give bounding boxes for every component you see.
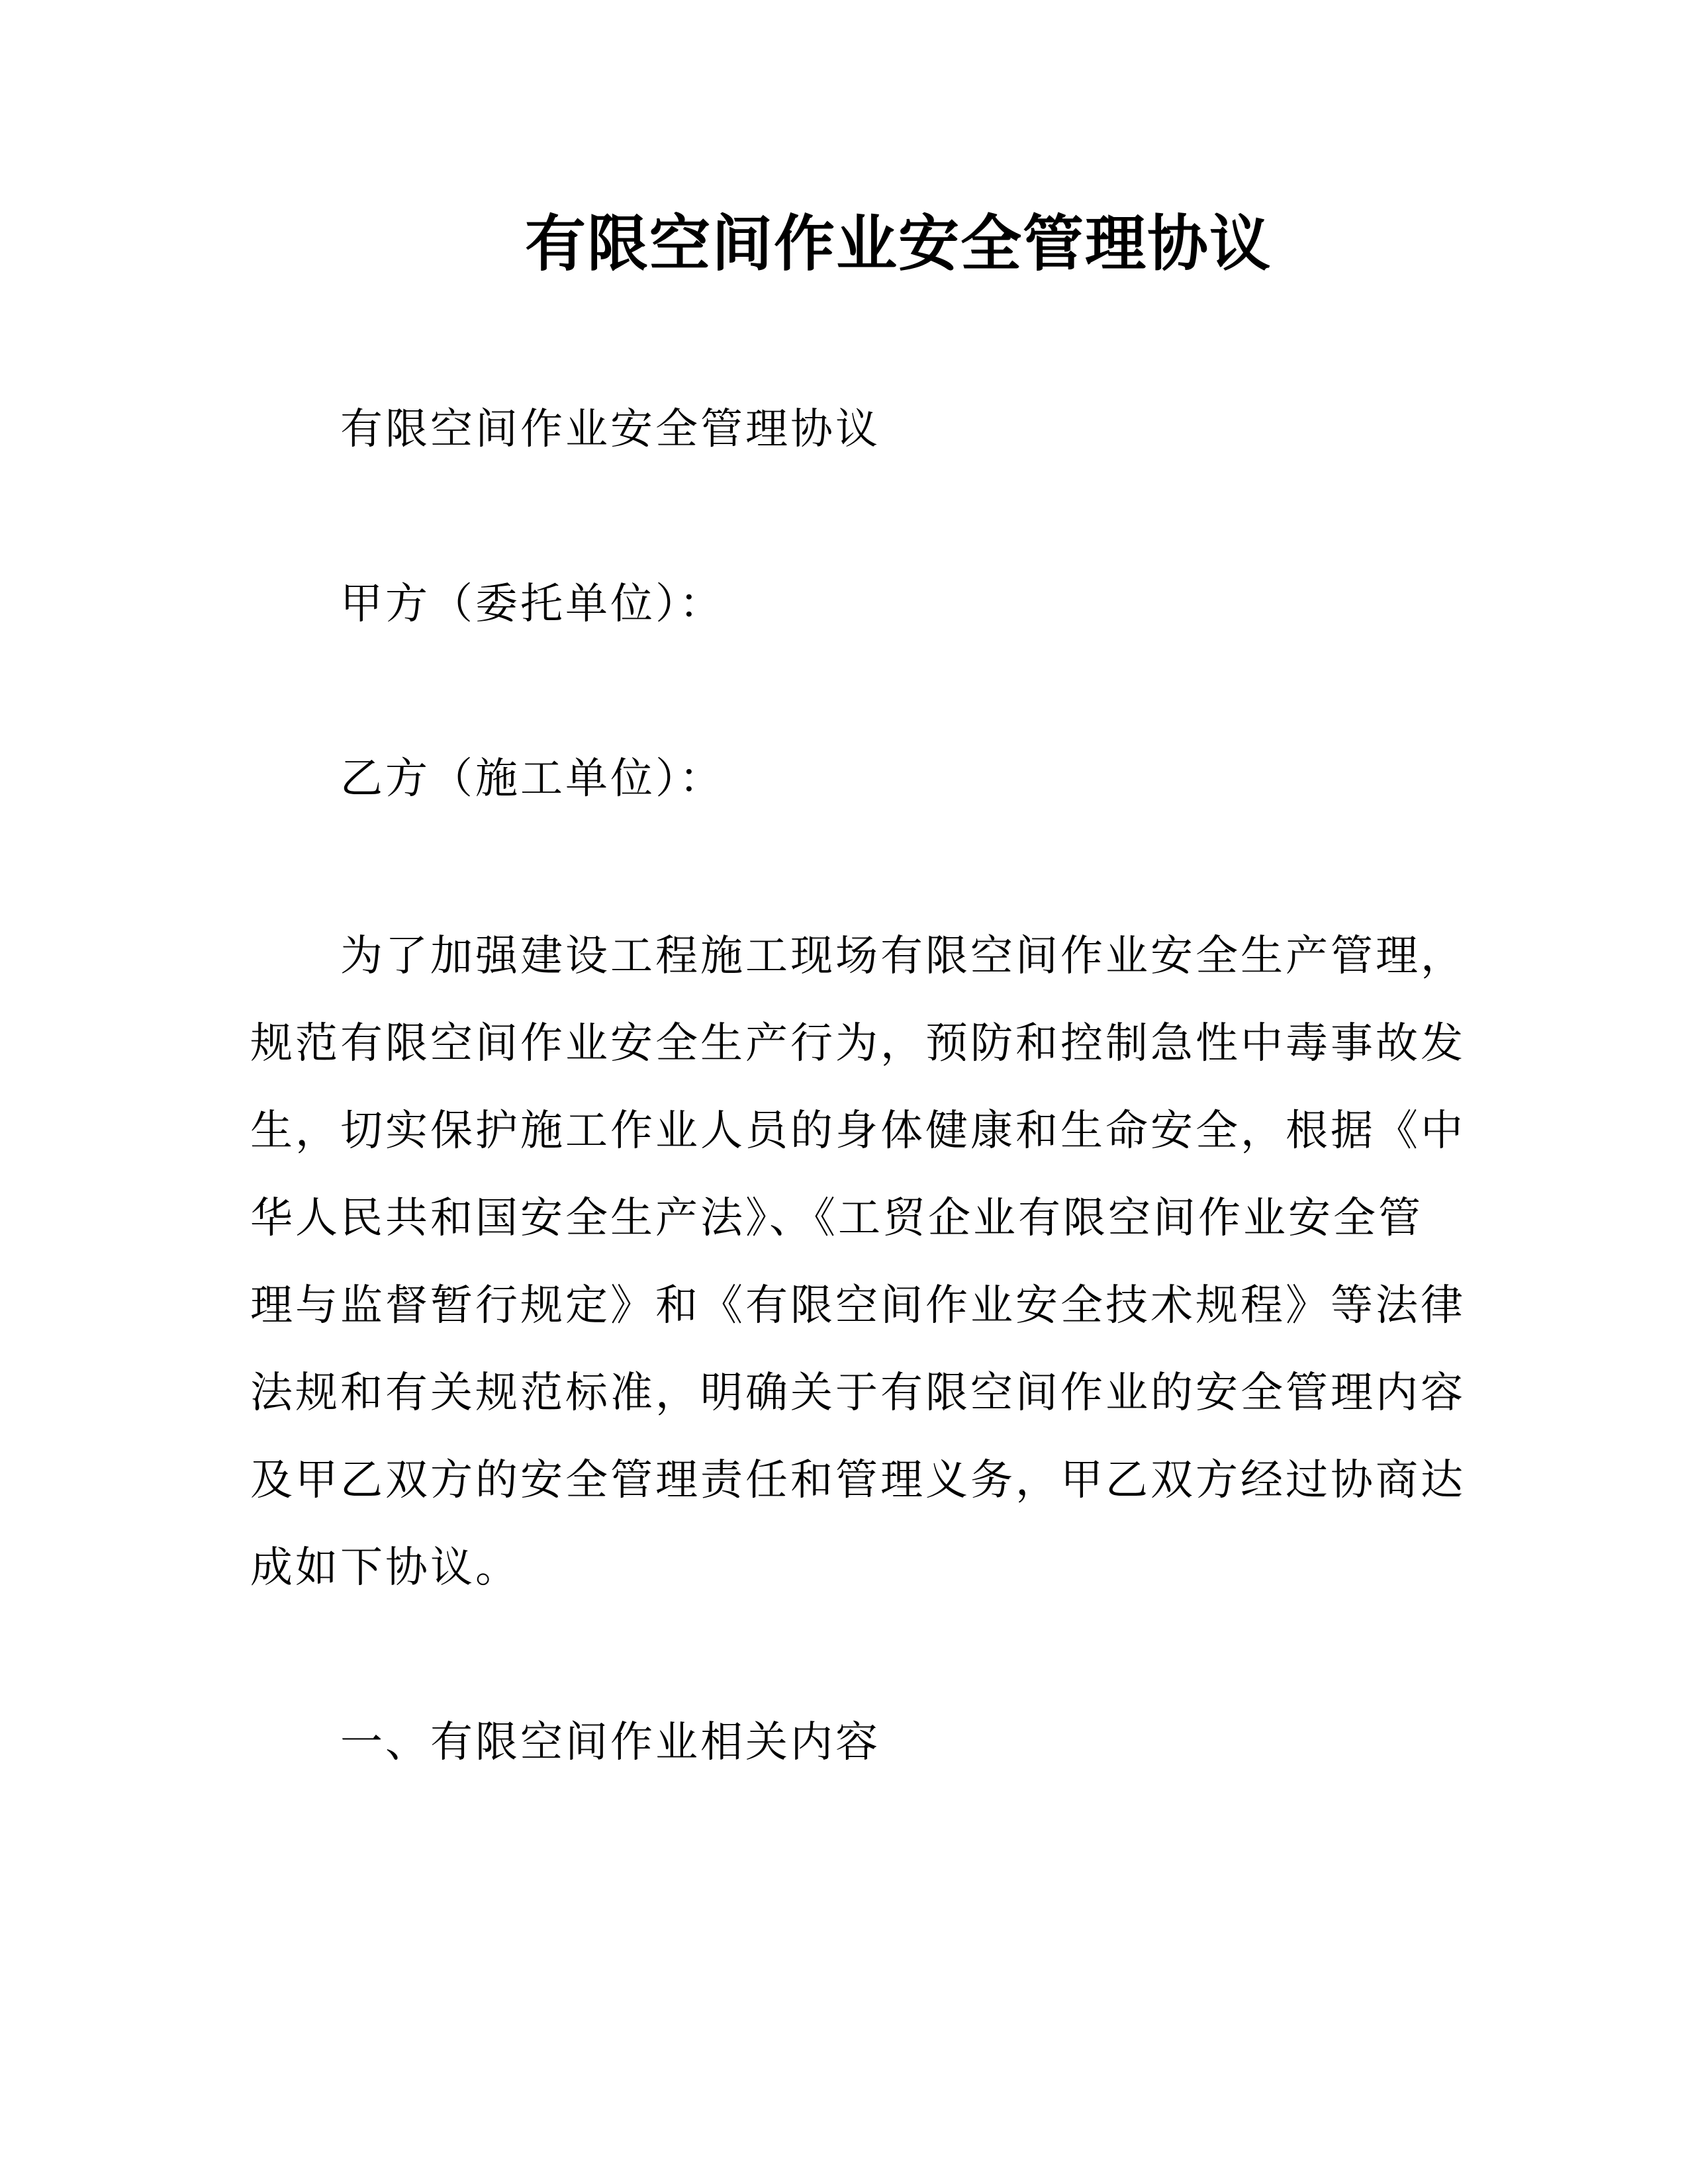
paragraph-line: 华人民共和国安全生产法》、《工贸企业有限空间作业安全管 (250, 1195, 1423, 1242)
paragraph-line: 规范有限空间作业安全生产行为，预防和控制急性中毒事故发 (250, 1020, 1466, 1067)
party-b-line: 乙方（施工单位）： (340, 755, 724, 802)
intro-paragraph (250, 913, 1481, 1612)
paragraph-line: 成如下协议。 (250, 1544, 520, 1591)
paragraph-line: 为了加强建设工程施工现场有限空间作业安全生产管理， (340, 933, 1466, 979)
paragraph-line: 法规和有关规范标准，明确关于有限空间作业的安全管理内容 (250, 1369, 1466, 1416)
paragraph-line: 理与监督暂行规定》和《有限空间作业安全技术规程》等法律 (250, 1282, 1466, 1329)
document-title: 有限空间作业安全管理协议 (525, 210, 1272, 278)
section-heading: 一、有限空间作业相关内容 (340, 1719, 880, 1766)
paragraph-line: 及甲乙双方的安全管理责任和管理义务，甲乙双方经过协商达 (250, 1457, 1466, 1504)
party-a-line: 甲方（委托单位）： (340, 580, 724, 627)
subtitle-line: 有限空间作业安全管理协议 (340, 406, 880, 453)
paragraph-line: 生，切实保护施工作业人员的身体健康和生命安全，根据《中 (250, 1107, 1466, 1154)
